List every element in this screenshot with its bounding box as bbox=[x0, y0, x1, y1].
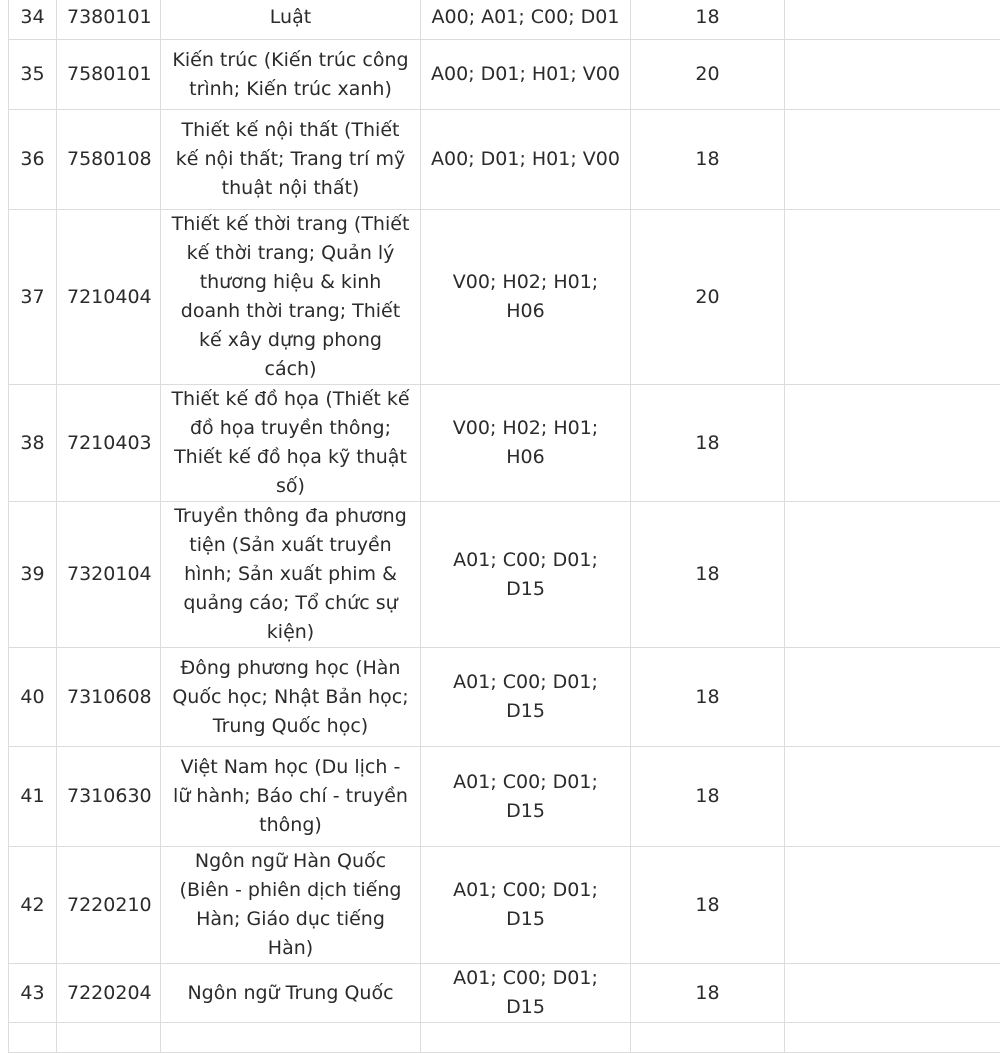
table-row bbox=[9, 648, 1000, 747]
row-number: 41 bbox=[9, 747, 57, 847]
note-cell bbox=[785, 502, 1000, 648]
subject-combinations: A01; C00; D01; D15 bbox=[421, 964, 631, 1023]
benchmark-score: 18 bbox=[631, 110, 785, 210]
note-cell bbox=[785, 1023, 1000, 1053]
benchmark-score: 18 bbox=[631, 847, 785, 964]
major-code: 7220210 bbox=[57, 847, 161, 964]
major-name: Thiết kế thời trang (Thiết kế thời trang; Quản lý thương hiệu & kinh doanh thời trang; Thiết kế xây dựng phong cách) bbox=[161, 210, 421, 385]
major-name: Truyền thông đa phương tiện (Sản xuất truyền hình; Sản xuất phim & quảng cáo; Tổ chức sự kiện) bbox=[161, 502, 421, 648]
major-code: 7580108 bbox=[57, 110, 161, 210]
subject-combinations: A00; D01; H01; V00 bbox=[421, 40, 631, 110]
note-cell bbox=[785, 0, 1000, 40]
table-row bbox=[9, 964, 1000, 1023]
row-number: 39 bbox=[9, 502, 57, 648]
major-name bbox=[161, 1023, 421, 1053]
table-row bbox=[9, 1023, 1000, 1053]
benchmark-score: 20 bbox=[631, 210, 785, 385]
subject-combinations: A00; D01; H01; V00 bbox=[421, 110, 631, 210]
note-cell bbox=[785, 110, 1000, 210]
note-cell bbox=[785, 648, 1000, 747]
table-row bbox=[9, 40, 1000, 110]
table-body bbox=[9, 0, 1000, 1053]
major-name: Việt Nam học (Du lịch - lữ hành; Báo chí - truyền thông) bbox=[161, 747, 421, 847]
major-code: 7310608 bbox=[57, 648, 161, 747]
benchmark-score bbox=[631, 1023, 785, 1053]
row-number: 38 bbox=[9, 385, 57, 502]
note-cell bbox=[785, 210, 1000, 385]
major-name: Ngôn ngữ Trung Quốc bbox=[161, 964, 421, 1023]
major-code: 7210404 bbox=[57, 210, 161, 385]
note-cell bbox=[785, 385, 1000, 502]
major-code: 7320104 bbox=[57, 502, 161, 648]
major-code bbox=[57, 1023, 161, 1053]
major-name: Thiết kế nội thất (Thiết kế nội thất; Trang trí mỹ thuật nội thất) bbox=[161, 110, 421, 210]
benchmark-score: 18 bbox=[631, 502, 785, 648]
subject-combinations: V00; H02; H01; H06 bbox=[421, 385, 631, 502]
major-name: Ngôn ngữ Hàn Quốc (Biên - phiên dịch tiếng Hàn; Giáo dục tiếng Hàn) bbox=[161, 847, 421, 964]
row-number: 43 bbox=[9, 964, 57, 1023]
row-number: 37 bbox=[9, 210, 57, 385]
subject-combinations: V00; H02; H01; H06 bbox=[421, 210, 631, 385]
major-code: 7310630 bbox=[57, 747, 161, 847]
row-number: 36 bbox=[9, 110, 57, 210]
major-name: Thiết kế đồ họa (Thiết kế đồ họa truyền thông; Thiết kế đồ họa kỹ thuật số) bbox=[161, 385, 421, 502]
note-cell bbox=[785, 40, 1000, 110]
table-row bbox=[9, 502, 1000, 648]
note-cell bbox=[785, 964, 1000, 1023]
major-name: Kiến trúc (Kiến trúc công trình; Kiến trúc xanh) bbox=[161, 40, 421, 110]
table-row bbox=[9, 110, 1000, 210]
major-code: 7580101 bbox=[57, 40, 161, 110]
major-name: Đông phương học (Hàn Quốc học; Nhật Bản học; Trung Quốc học) bbox=[161, 648, 421, 747]
table-row bbox=[9, 385, 1000, 502]
row-number: 34 bbox=[9, 0, 57, 40]
row-number: 35 bbox=[9, 40, 57, 110]
note-cell bbox=[785, 847, 1000, 964]
subject-combinations: A01; C00; D01; D15 bbox=[421, 847, 631, 964]
table-row bbox=[9, 747, 1000, 847]
major-code: 7210403 bbox=[57, 385, 161, 502]
row-number: 40 bbox=[9, 648, 57, 747]
benchmark-score: 18 bbox=[631, 648, 785, 747]
table-row bbox=[9, 847, 1000, 964]
major-code: 7220204 bbox=[57, 964, 161, 1023]
row-number bbox=[9, 1023, 57, 1053]
table-row bbox=[9, 210, 1000, 385]
subject-combinations bbox=[421, 1023, 631, 1053]
subject-combinations: A01; C00; D01; D15 bbox=[421, 747, 631, 847]
table-row bbox=[9, 0, 1000, 40]
note-cell bbox=[785, 747, 1000, 847]
admissions-table bbox=[8, 0, 1000, 1053]
benchmark-score: 18 bbox=[631, 385, 785, 502]
subject-combinations: A01; C00; D01; D15 bbox=[421, 502, 631, 648]
benchmark-score: 20 bbox=[631, 40, 785, 110]
major-name: Luật bbox=[161, 0, 421, 40]
subject-combinations: A00; A01; C00; D01 bbox=[421, 0, 631, 40]
benchmark-score: 18 bbox=[631, 964, 785, 1023]
row-number: 42 bbox=[9, 847, 57, 964]
subject-combinations: A01; C00; D01; D15 bbox=[421, 648, 631, 747]
major-code: 7380101 bbox=[57, 0, 161, 40]
benchmark-score: 18 bbox=[631, 0, 785, 40]
benchmark-score: 18 bbox=[631, 747, 785, 847]
